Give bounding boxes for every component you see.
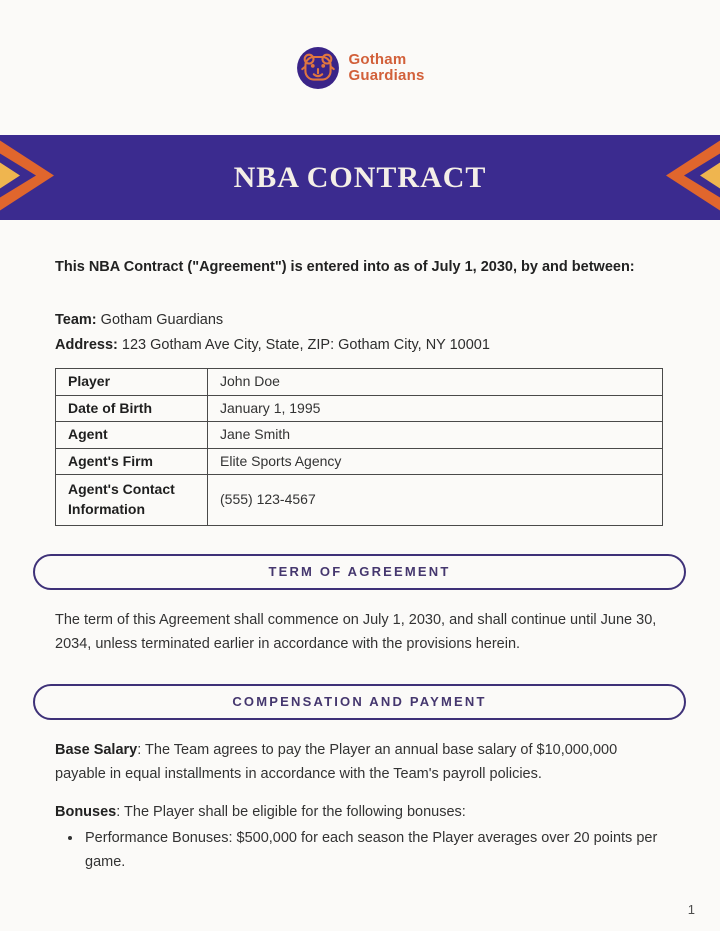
intro-clause: This NBA Contract ("Agreement") is entered into as of July 1, 2030, by and between: <box>55 259 635 275</box>
table-row <box>56 448 663 475</box>
table-row <box>56 395 663 422</box>
row-value: (555) 123-4567 <box>208 475 663 525</box>
team-line <box>55 308 663 333</box>
mascot-bear-icon <box>296 46 340 90</box>
row-value: Jane Smith <box>208 422 663 449</box>
team-name <box>349 52 425 84</box>
bonus-list <box>83 826 663 874</box>
address-value: 123 Gotham Ave City, State, ZIP: Gotham City, NY 10001 <box>117 337 490 353</box>
team-value: Gotham Guardians <box>96 312 224 328</box>
row-label: Player <box>56 369 208 396</box>
title-banner <box>0 135 720 220</box>
base-salary-label: Base Salary <box>55 741 138 758</box>
team-name-line2: Guardians <box>348 67 425 84</box>
team-name-line1: Gotham <box>348 51 407 68</box>
row-label: Date of Birth <box>56 395 208 422</box>
row-value: Elite Sports Agency <box>208 448 663 475</box>
team-logo <box>0 0 720 90</box>
contract-body <box>0 220 720 874</box>
term-paragraph: The term of this Agreement shall commence on July 1, 2030, and shall continue until June 30, 2034, unless terminated earlier in accordance with the provisions herein. <box>55 611 657 652</box>
section-title: TERM OF AGREEMENT <box>268 564 451 580</box>
page-number: 1 <box>687 902 695 917</box>
document-title: NBA CONTRACT <box>233 160 487 194</box>
address-label: Address: <box>55 337 118 353</box>
table-row <box>56 475 663 525</box>
base-salary-text: : The Team agrees to pay the Player an annual base salary of $10,000,000 payable in equal installments in accordance with the Team's payroll policies. <box>55 741 618 782</box>
row-value: John Doe <box>208 369 663 396</box>
diamond-ornament-right-icon <box>662 139 720 216</box>
team-label: Team: <box>55 312 97 328</box>
section-title: COMPENSATION AND PAYMENT <box>232 694 487 710</box>
bonuses-label: Bonuses <box>55 803 117 820</box>
row-label: Agent's Contact Information <box>56 475 208 525</box>
base-salary-paragraph <box>55 738 663 786</box>
bonuses-text: : The Player shall be eligible for the following bonuses: <box>116 803 466 820</box>
row-label: Agent's Firm <box>56 448 208 475</box>
section-header-compensation-and-payment <box>33 684 686 720</box>
row-label: Agent <box>56 422 208 449</box>
address-line <box>55 333 663 358</box>
player-info-table <box>55 368 663 526</box>
player-info-rows <box>56 369 663 526</box>
diamond-ornament-left-icon <box>0 139 58 216</box>
row-value: January 1, 1995 <box>208 395 663 422</box>
bonus-list-item: • Performance Bonuses: $500,000 for each season the Player averages over 20 points per game. <box>83 826 663 874</box>
section-header-term-of-agreement <box>33 554 686 590</box>
bonuses-paragraph <box>55 800 663 824</box>
table-row <box>56 369 663 396</box>
table-row <box>56 422 663 449</box>
